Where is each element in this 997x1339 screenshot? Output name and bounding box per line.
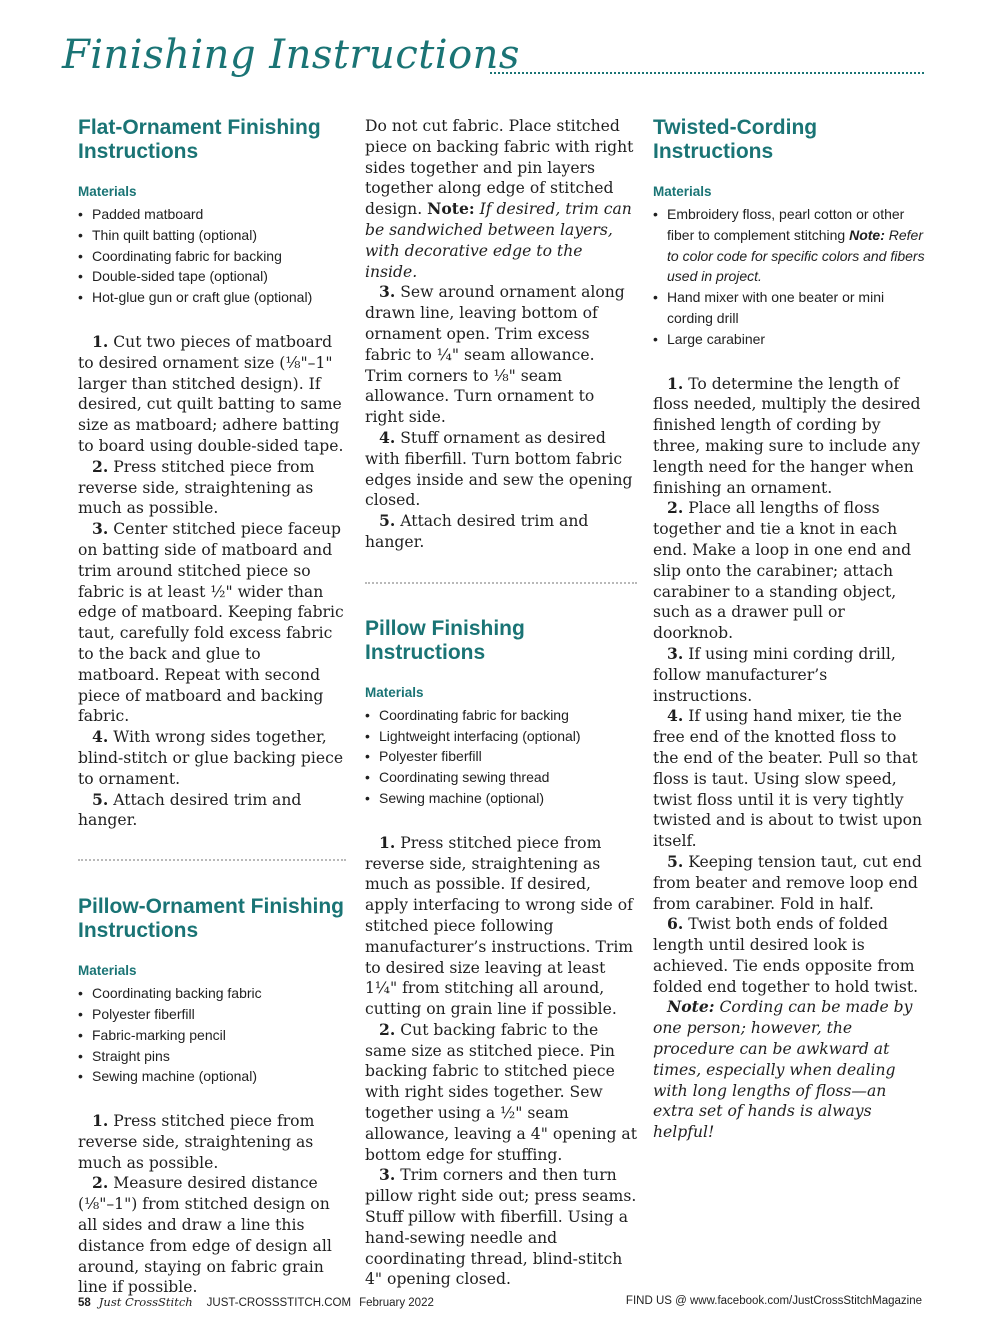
section-divider: [78, 859, 346, 861]
material-item: • Sewing machine (optional): [365, 788, 637, 809]
step-number: 5.: [667, 851, 684, 871]
step: [653, 914, 925, 997]
step: [365, 282, 637, 428]
step-number: 2.: [92, 1173, 109, 1193]
step: [365, 511, 637, 553]
material-item: • Fabric-marking pencil: [78, 1025, 346, 1046]
step: [653, 852, 925, 914]
step-number: 1.: [379, 832, 396, 852]
material-item: [653, 204, 925, 287]
step: [78, 1173, 346, 1298]
materials-label: Materials: [78, 963, 137, 979]
footer-left: [78, 1295, 434, 1309]
step-text: Attach desired trim and hanger.: [78, 790, 302, 830]
step: [78, 790, 346, 832]
step: [653, 498, 925, 644]
step-number: 2.: [379, 1019, 396, 1039]
material-item: • Polyester fiberfill: [365, 746, 637, 767]
material-item: • Coordinating fabric for backing: [365, 705, 637, 726]
step: [653, 644, 925, 706]
step-number: 1.: [92, 331, 109, 351]
material-item: • Padded matboard: [78, 204, 346, 225]
step-text: To determine the length of floss needed, multiply the desired finished length of cording by three, making sure to include any length need for the hanger when finishing an ornament.: [653, 374, 921, 497]
step-text: Press stitched piece from reverse side, straightening as much as possible.: [78, 1112, 315, 1172]
materials-label: Materials: [653, 184, 712, 199]
material-item: • Thin quilt batting (optional): [78, 225, 346, 246]
step-number: 4.: [379, 427, 396, 447]
materials-label: Materials: [78, 184, 137, 199]
material-item: • Polyester fiberfill: [78, 1004, 346, 1025]
step: [365, 428, 637, 511]
closing-note: [653, 997, 925, 1143]
twisted-cording-section: [653, 116, 925, 1143]
note-text: Refer to color code for specific colors and fibers used in project.: [667, 226, 925, 285]
step-text: Sew around ornament along drawn line, leaving bottom of ornament open. Trim excess fabric to ¼" seam allowance. Trim corners to ⅛" seam allowance. Turn ornament to right side.: [365, 283, 625, 427]
note-text: Cording can be made by one person; however, the procedure can be awkward at times, especially when dealing with long lengths of floss—an extra set of hands is always helpful!: [653, 998, 913, 1142]
step: [365, 1020, 637, 1166]
step-number: 1.: [667, 373, 684, 393]
step-number: 2.: [92, 456, 109, 476]
step-text: Cut backing fabric to the same size as stitched piece. Pin backing fabric to stitched piece with right sides together. Sew together using a ½" seam allowance, leaving a 4" opening at bottom edge for stuffing.: [365, 1020, 637, 1164]
step-text: Keeping tension taut, cut end from beater and remove loop end from carabiner. Fold in half.: [653, 852, 922, 913]
page-header: [62, 28, 924, 88]
material-item: • Coordinating backing fabric: [78, 983, 346, 1004]
material-item: • Coordinating fabric for backing: [78, 246, 346, 267]
pillow-ornament-continued: [365, 116, 637, 553]
step-text: Place all lengths of floss together and tie a knot in each end. Make a loop in one end and slip onto the carabiner; attach carabiner to a standing object, such as a drawer pull or doorknob.: [653, 499, 912, 643]
material-item: • Double-sided tape (optional): [78, 266, 346, 287]
step-text: Stuff ornament as desired with fiberfill. Turn bottom fabric edges inside and sew the opening closed.: [365, 428, 633, 510]
step-text: Cut two pieces of matboard to desired ornament size (⅛"–1" larger than stitched design). If desired, cut quilt batting to same size as matboard; adhere batting to board using double-sided tape.: [78, 332, 344, 455]
title-dotted-rule: [490, 72, 924, 74]
social-link[interactable]: FIND US @ www.facebook.com/JustCrossStitchMagazine: [625, 1295, 922, 1307]
step-number: 5.: [379, 511, 396, 531]
section-heading: Pillow-Ornament Finishing Instructions: [78, 895, 345, 943]
step: [78, 519, 346, 727]
step-number: 1.: [92, 1111, 109, 1131]
material-item: • Hot-glue gun or craft glue (optional): [78, 287, 346, 308]
column-2: [365, 116, 637, 1290]
step: [78, 1111, 346, 1173]
step-number: 3.: [379, 282, 396, 302]
materials-label: Materials: [365, 684, 424, 700]
step: [653, 374, 925, 499]
material-item: • Sewing machine (optional): [78, 1066, 346, 1087]
magazine-name: Just CrossStitch: [98, 1295, 193, 1309]
materials-list: [78, 983, 346, 1087]
page-title: Finishing Instructions: [62, 32, 520, 78]
step-number: 5.: [92, 789, 109, 809]
step-number: 4.: [92, 727, 109, 747]
material-item: • Coordinating sewing thread: [365, 767, 637, 788]
section-divider: [365, 582, 637, 584]
step-number: 6.: [667, 914, 684, 934]
step: [365, 833, 637, 1020]
column-1: [78, 116, 346, 1298]
step-text: Attach desired trim and hanger.: [365, 512, 589, 551]
step: [78, 727, 346, 789]
note-label: Note:: [427, 199, 475, 219]
step-text: If using hand mixer, tie the free end of the knotted floss to the end of the beater. Pull so that floss is taut. Using slow speed, twist floss until it is very tightly twisted and is about to twist upon itself.: [653, 707, 923, 851]
step-text: Measure desired distance (⅛"–1") from stitched design on all sides and draw a line this distance from edge of design all around, staying on fabric grain line if possible.: [78, 1174, 332, 1297]
step-number: 2.: [667, 498, 684, 518]
section-heading: Pillow Finishing Instructions: [365, 616, 525, 664]
step: [78, 457, 346, 519]
flat-ornament-section: [78, 116, 346, 831]
step-text: Center stitched piece faceup on batting side of matboard and trim around stitched piece so fabric is at least ½" wider than edge of matboard. Keeping fabric taut, carefully fold excess fabric to the back and glue to matboard. Repeat with second piece of matboard and backing fabric.: [78, 520, 344, 726]
continued-text: Do not cut fabric. Place stitched piece on backing fabric with right sides together and pin layers together along edge of stitched design.: [365, 117, 634, 219]
step-text: Press stitched piece from reverse side, straightening as much as possible. If desired, apply interfacing to wrong side of stitched piece following manufacturer’s instructions. Trim to desired size leaving at least 1¼" from stitching all around, cutting on grain line if possible.: [365, 833, 634, 1019]
pillow-section: [365, 617, 637, 1291]
materials-list: [78, 204, 346, 308]
step: [78, 332, 346, 457]
note-label: Note:: [849, 226, 885, 243]
step-text: If using mini cording drill, follow manufacturer’s instructions.: [653, 644, 896, 705]
material-item: • Hand mixer with one beater or mini cording drill: [653, 287, 925, 329]
issue-date: February 2022: [359, 1297, 434, 1309]
continued-paragraph: [365, 116, 637, 282]
step-number: 3.: [92, 519, 109, 539]
note-text: If desired, trim can be sandwiched between layers, with decorative edge to the inside.: [365, 200, 632, 281]
column-3: [653, 116, 925, 1143]
material-item: • Straight pins: [78, 1046, 346, 1067]
step-text: Press stitched piece from reverse side, straightening as much as possible.: [78, 457, 315, 518]
page-number: 58: [78, 1297, 91, 1309]
step: [653, 706, 925, 852]
section-heading: Twisted-Cording Instructions: [653, 116, 818, 163]
step-text: Trim corners and then turn pillow right side out; press seams. Stuff pillow with fiberfill. Using a hand-sewing needle and coordinating thread, blind-stitch 4" opening closed.: [365, 1166, 637, 1289]
step-text: Twist both ends of folded length until desired look is achieved. Tie ends opposite from folded end together to hold twist.: [653, 915, 919, 996]
note-label: Note:: [667, 997, 715, 1017]
material-item: • Lightweight interfacing (optional): [365, 726, 637, 747]
website-link[interactable]: JUST-CROSSSTITCH.COM: [206, 1297, 352, 1309]
material-item: • Large carabiner: [653, 329, 925, 350]
page-footer: [78, 1295, 922, 1311]
materials-list: [365, 705, 637, 809]
step-number: 3.: [379, 1165, 396, 1185]
step: [365, 1165, 637, 1290]
step-text: With wrong sides together, blind-stitch or glue backing piece to ornament.: [78, 728, 344, 788]
materials-list: [653, 204, 925, 350]
step-number: 4.: [667, 706, 684, 726]
step-number: 3.: [667, 643, 684, 663]
pillow-ornament-section: [78, 895, 346, 1298]
section-heading: Flat-Ornament Finishing Instructions: [78, 116, 321, 163]
material-text: Embroidery floss, pearl cotton or other fiber to complement stitching: [667, 206, 905, 243]
